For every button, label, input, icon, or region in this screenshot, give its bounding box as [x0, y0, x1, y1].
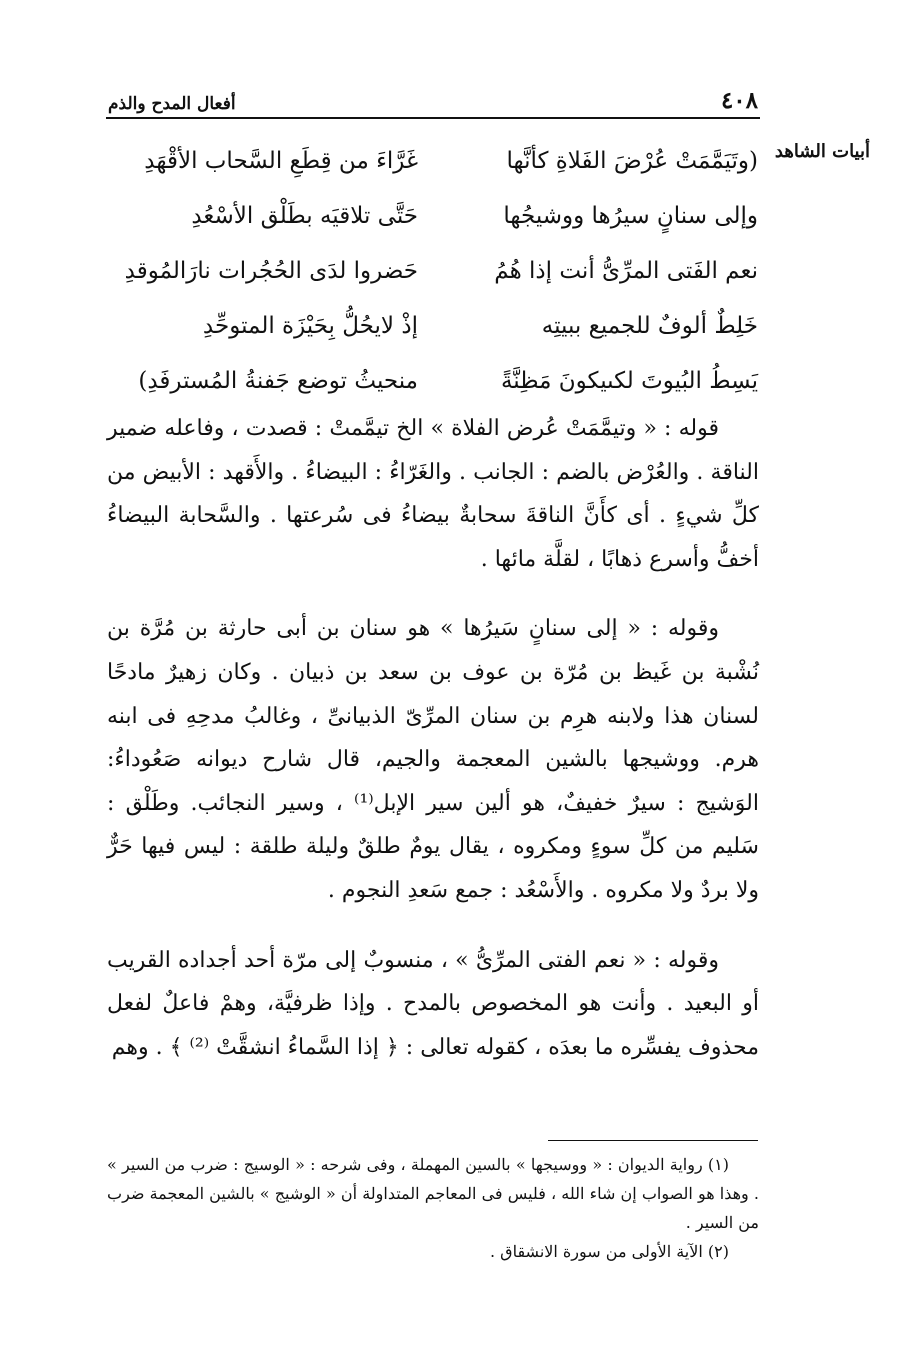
footnote: (٢) الآية الأولى من سورة الانشقاق .: [489, 1242, 729, 1261]
footnote-rule: [548, 1140, 758, 1141]
verse-second-hemistich: غَرَّاءَ من قِطَعِ السَّحاب الأقْهَدِ: [144, 147, 418, 174]
verse-second-hemistich: حَتَّى تلاقيَه بطَلْق الأسْعُدِ: [191, 202, 418, 229]
footnotes: [107, 1150, 759, 1266]
verse-first-hemistich: (وتَيَمَّمَتْ عُرْضَ الفَلاةِ كأنَّها: [506, 147, 758, 174]
verse-first-hemistich: يَسِطُ البُيوتَ لكىيكونَ مَظِنَّةً: [500, 367, 758, 394]
commentary: [107, 407, 759, 1069]
verse-first-hemistich: خَلِطٌ ألوفٌ للجميع ببيتِه: [541, 312, 758, 339]
side-label: أبيات الشاهد: [774, 141, 870, 162]
verse-first-hemistich: نعم الفَتى المرِّىُّ أنت إذا هُمُ: [494, 257, 758, 284]
footnote: (١) رواية الديوان : « ووسيجها » بالسين المهملة ، وفى شرحه : « الوسيج : ضرب من السير » . وهذا هو الصواب إن شاء الله ، فليس فى المعاجم المتداولة أن « الوشيج » بالشين المعجمة ضرب من السير .: [107, 1155, 759, 1232]
verse: [108, 298, 758, 353]
verse-second-hemistich: إذْ لايحُلُّ بِحَيْزَة المتوحِّدِ: [202, 312, 418, 339]
verse: [108, 188, 758, 243]
commentary-paragraph: وقوله : « إلى سنانٍ سَيرُها » هو سنان بن أبى حارثة بن مُرَّة بن نُشْبة بن غَيظ بن مُرّة بن عوف بن سعد بن ذبيان . وكان زهيرٌ مادحًا لسنان هذا ولابنه هرِم بن سنان المرِّىّ الذبيانىِّ ، وغالبُ مدحِهِ فى ابنه هرم. ووشيجها بالشين المعجمة والجيم، قال شارح ديوانه صَعُوداءُ: الوَشيج : سيرٌ خفيفٌ، هو ألين سير الإبل⁽¹⁾ ، وسير النجائب. وطَلْق : سَليم من كلِّ سوءٍ ومكروه ، يقال يومٌ طلقٌ وليلة طلقة : ليس فيها حَرٌّ ولا بردٌ ولا مكروه . والأَسْعُد : جمع سَعدِ النجوم .: [107, 616, 759, 903]
commentary-paragraph: وقوله : « نعم الفتى المرِّىُّ » ، منسوبٌ إلى مرّة أحد أجداده القريب أو البعيد . وأنت هو المخصوص بالمدح . وإذا ظرفيَّة، وهمْ فاعلٌ لفعل محذوف يفسِّره ما بعدَه ، كقوله تعالى : ﴿ إذا السَّماءُ انشقَّتْ ⁽²⁾ ﴾ . وهم: [107, 947, 759, 1060]
page-number: ٤٠٨: [720, 87, 758, 114]
commentary-paragraph: قوله : « وتيمَّمَتْ عُرض الفلاة » الخ تيمَّمتْ : قصدت ، وفاعله ضمير الناقة . والعُرْض بالضم : الجانب . والغَرّاءُ : البيضاءُ . والأَقهد : الأبيض من كلِّ شيءٍ . أى كأَنَّ الناقةَ سحابةٌ بيضاءُ فى سُرعتها . والسَّحابة البيضاءُ أخفُّ وأسرع ذهابًا ، لقلَّة مائها .: [107, 416, 759, 572]
verse-first-hemistich: وإلى سنانٍ سيرُها ووشيجُها: [503, 202, 758, 229]
running-title: أفعال المدح والذم: [108, 94, 236, 114]
verse: [108, 243, 758, 298]
verse-second-hemistich: منحيثُ توضع جَفنةُ المُسترفَدِ): [138, 367, 418, 394]
verse: [108, 353, 758, 408]
verse: [108, 133, 758, 188]
header-rule: [106, 117, 760, 119]
verse-second-hemistich: حَضروا لدَى الحُجُرات نارَالمُوقدِ: [124, 257, 418, 284]
poem: [108, 133, 758, 408]
page-header: [108, 78, 758, 114]
